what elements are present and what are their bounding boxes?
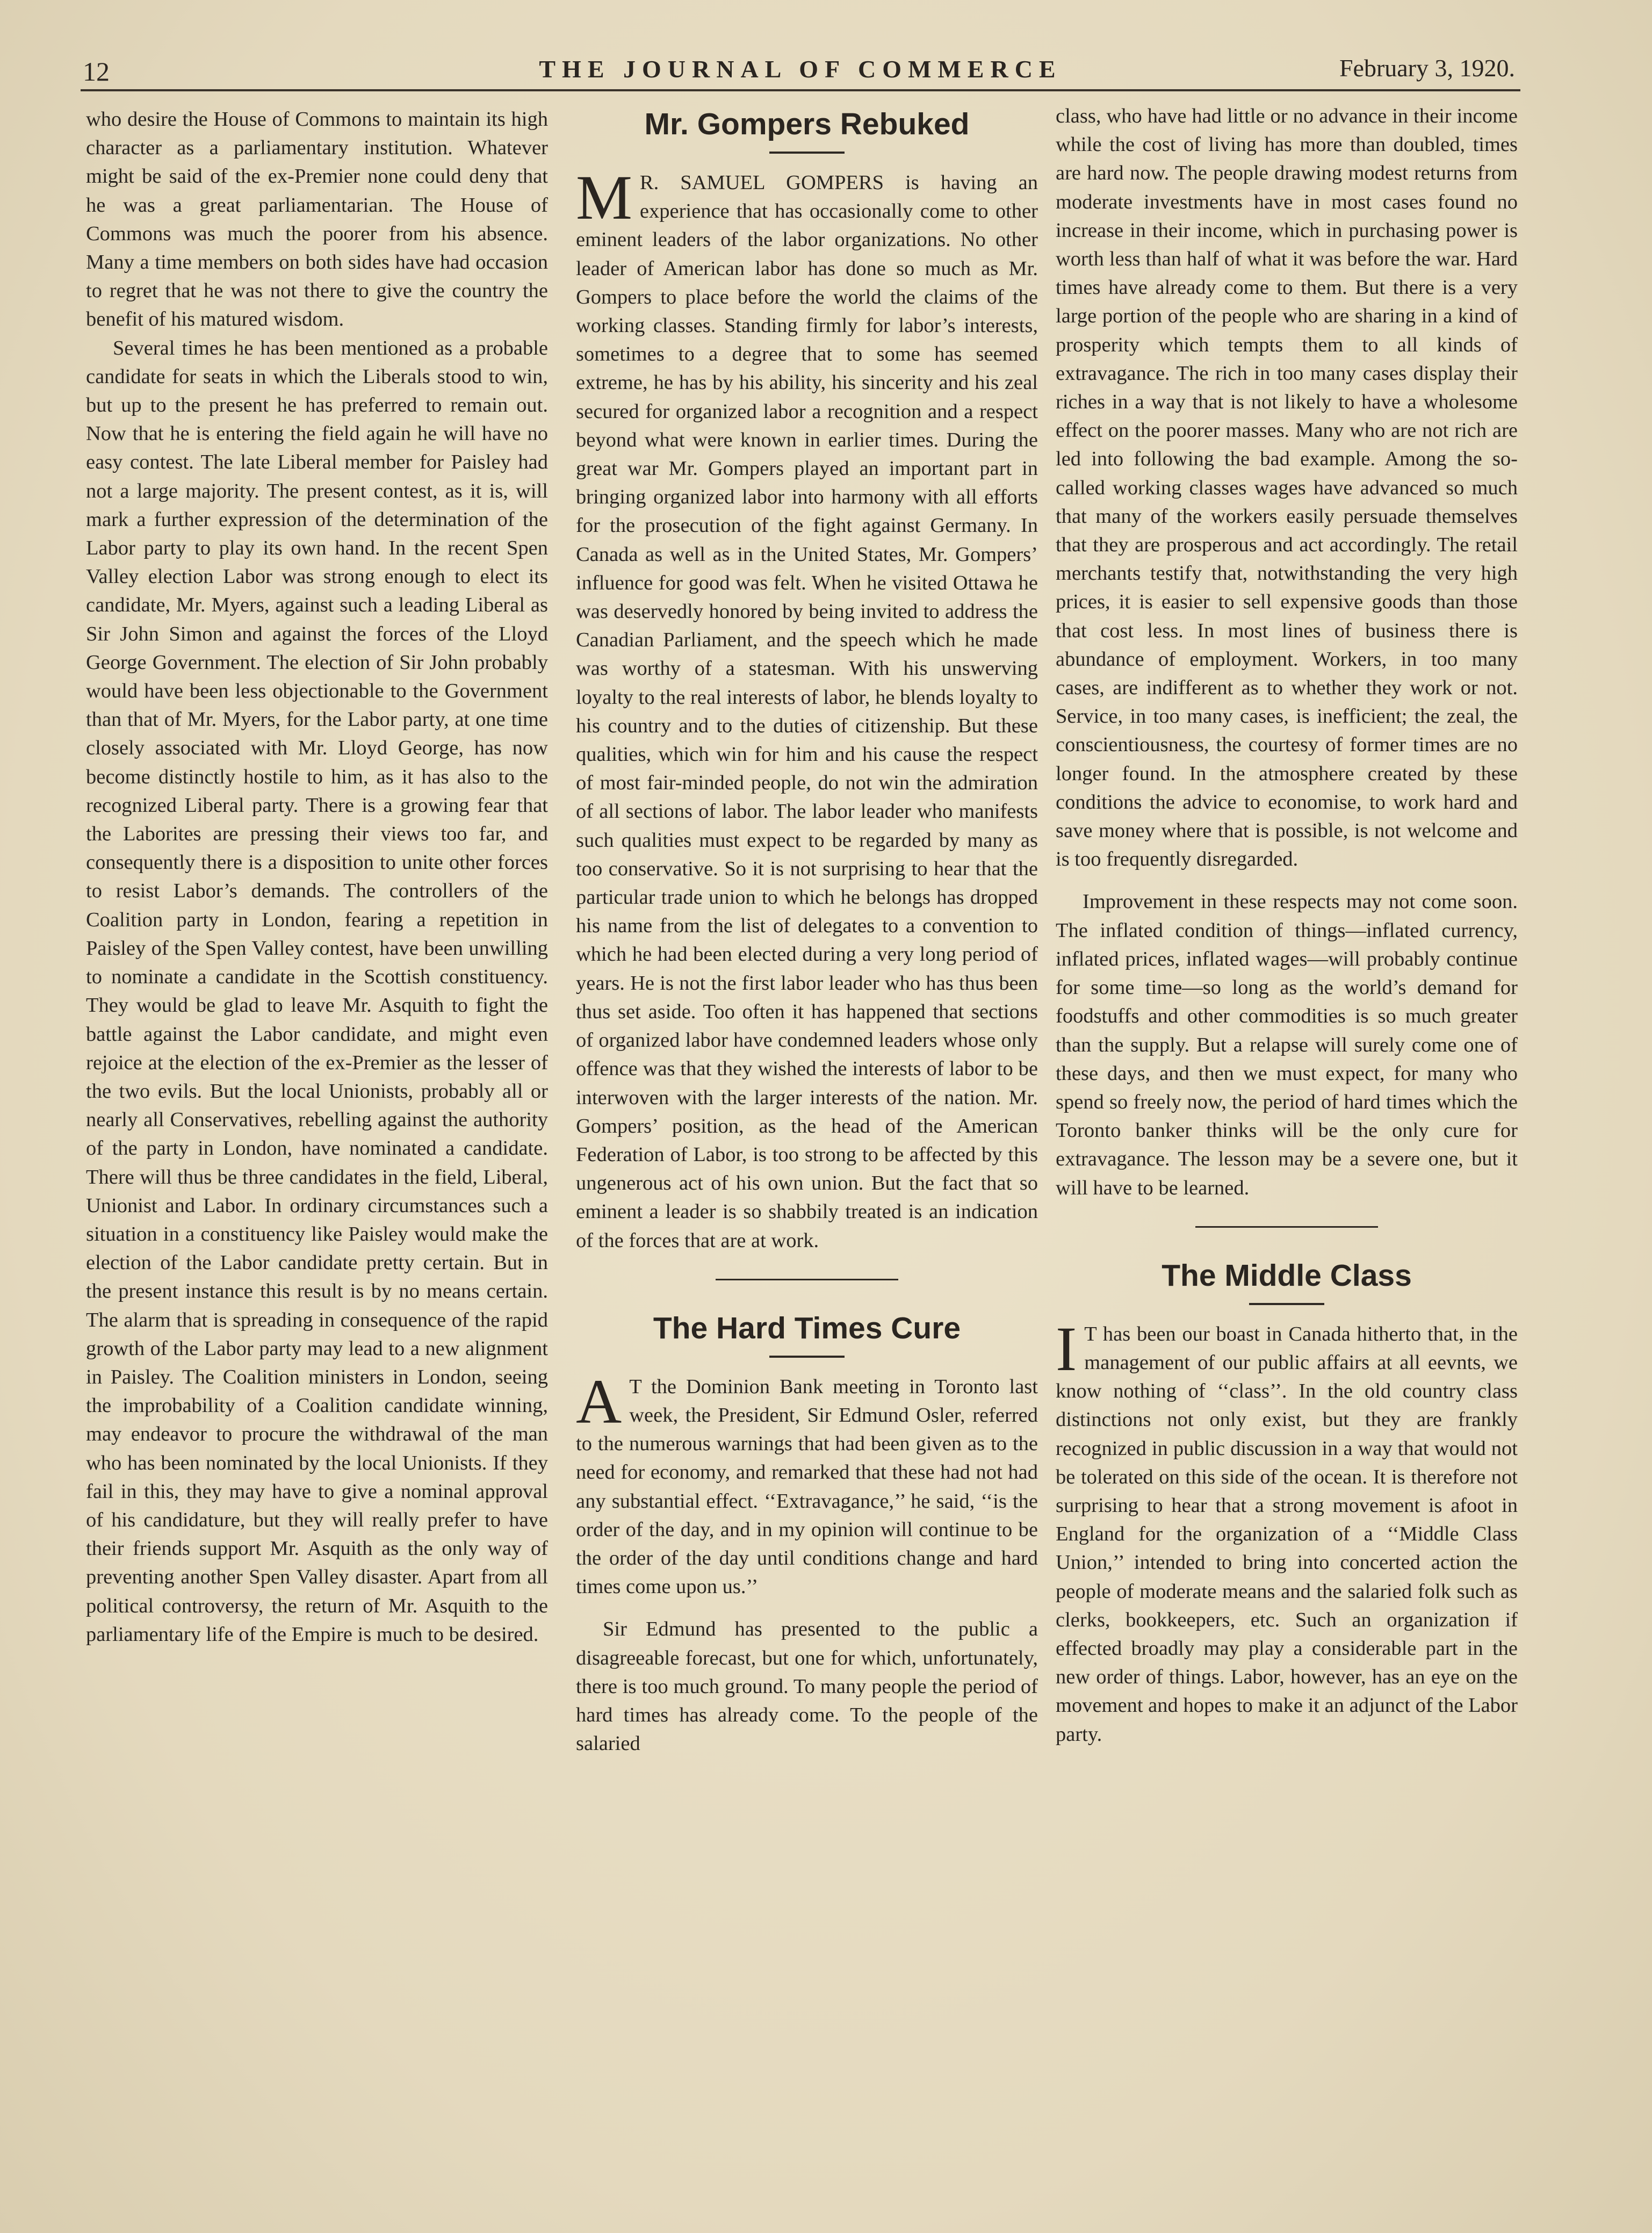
article-headline: The Hard Times Cure [653,1310,961,1345]
headline-rule [769,1356,845,1358]
article-divider [716,1279,898,1280]
headline-rule [769,152,845,154]
paragraph-text: T has been our boast in Canada hitherto that, in the management of our public affairs at all eevnts, we know nothing of ‘‘class’’. In the old country class distinctions not only exist, but they are frankly recognized in public discussion in a way that would not be tolerated on this side of the ocean. It is therefore not surprising to hear that a strong movement is afoot in England for the organization of a ‘‘Middle Class Union,’’ intended to bring into concerted action the people of moderate means and the salaried folk such as clerks, bookkeepers, etc. Such an organization if effected broadly may play a considerable part in the new order of things. Labor, however, has an eye on the movement and hopes to make it an adjunct of the Labor party. [1056,1322,1518,1746]
issue-date: February 3, 1920. [1339,54,1515,82]
paragraph: class, who have had little or no advance in their income while the cost of living has more than doubled, times are hard now. The people drawing modest returns from moderate investments have in most cases found no increase in their income, which in purchasing power is worth less than half of what it was before the war. Hard times have already come to them. But there is a very large portion of the people who are sharing in a kind of prosperity which tempts them to all kinds of extravagance. The rich in too many cases display their riches in a way that is not likely to have a wholesome effect on the poorer masses. Many who are not rich are led into following the bad example. Among the so-called working classes wages have advanced so much that many of the workers easily persuade themselves that they are prosperous and act accordingly. The retail merchants testify that, notwithstanding the very high prices, it is easier to sell expensive goods than those that cost less. In most lines of business there is abundance of employment. Workers, in too many cases, are indifferent as to whether they work or not. Service, in too many cases, is inefficient; the zeal, the conscientiousness, the courtesy of former times are no longer found. In the atmosphere created by these conditions the advice to economise, to work hard and save money where that is possible, is not welcome and is too frequently disregarded. [1056,105,1518,871]
drop-cap: A [576,1366,622,1437]
page-number: 12 [83,56,110,87]
column-left [86,105,548,1649]
headline-rule [1249,1303,1324,1305]
paragraph [1056,1313,1518,1749]
paragraph: Improvement in these respects may not come soon. The inflated condition of things—inflated currency, inflated prices, inflated wages—will probably continue for some time—so long as the world’s demand for foodstuffs and other commodities is so much greater than the supply. But a relapse will surely come one of these days, and then we must expect, for many who spend so freely now, the period of hard times which the Toronto banker thinks will be the only cure for extravagance. The lesson may be a severe one, but it will have to be learned. [1056,890,1518,1199]
paragraph-text: R. SAMUEL GOMPERS is having an experience that has occasionally come to other eminent leaders of the labor organizations. No other leader of American labor has done so much as Mr. Gompers to place before the world the claims of the working classes. Standing firmly for labor’s interests, sometimes to a degree that to some has seemed extreme, he has by his ability, his sincerity and his zeal secured for organized labor a recognition and a respect beyond what were known in earlier times. During the great war Mr. Gompers played an important part in bringing organized labor into harmony with all efforts for the prosecution of the fight against Germany. In Canada as well as in the United States, Mr. Gompers’ influence for good was felt. When he visited Ottawa he was deservedly honored by being invited to address the Canadian Parliament, and the speech which he made was worthy of a statesman. With his unswerving loyalty to the real interests of labor, he blends loyalty to his country and to the duties of citizenship. But these qualities, which win for him and his cause the respect of most fair-minded people, do not win the admiration of all sections of labor. The labor leader who manifests such qualities must expect to be regarded by many as too conservative. So it is not surprising to hear that the particular trade union to which he belongs has dropped his name from the list of delegates to a convention to which he had been elected during a very long period of years. He is not the first labor leader who has thus been thus set aside. Too often it has happened that sections of organized labor have condemned leaders whose only offence was that they wished the interests of labor to be interwoven with the larger interests of the nation. Mr. Gompers’ position, as the head of the American Federation of Labor, is too strong to be affected by this ungenerous act of his own union. But the fact that so eminent a leader is so shabbily treated is an indication of the forces that are at work. [576,171,1038,1252]
article-divider [1195,1226,1378,1228]
column-middle [576,105,1038,1758]
paragraph-text: T the Dominion Bank meeting in Toronto last week, the President, Sir Edmund Osler, referred to the numerous warnings that had been given as to the need for economy, and remarked that these had not had any substantial effect. ‘‘Extravagance,’’ he said, ‘‘is the order of the day, and in my opinion will continue to be the order of the day until conditions change and hard times come upon us.’’ [576,1375,1038,1598]
journal-title: THE JOURNAL OF COMMERCE [539,55,1062,83]
article-headline: Mr. Gompers Rebuked [644,107,970,141]
article-headline: The Middle Class [1162,1258,1412,1293]
drop-cap: I [1056,1313,1077,1384]
column-right [1056,102,1518,1749]
drop-cap: M [576,162,632,233]
paragraph [576,162,1038,1255]
paragraph: Sir Edmund has presented to the public a disagreeable forecast, but one for which, unfortunately, there is too much ground. To many people the period of hard times has already come. To the people of the salaried [576,1618,1038,1755]
paragraph [576,1366,1038,1602]
paragraph: Several times he has been mentioned as a probable candidate for seats in which the Liberals stood to win, but up to the present he has preferred to remain out. Now that he is entering the field again he will have no easy contest. The late Liberal member for Paisley had not a large majority. The present contest, as it is, will mark a further expression of the determination of the Labor party to play its own hand. In the recent Spen Valley election Labor was strong enough to elect its candidate, Mr. Myers, against such a leading Liberal as Sir John Simon and against the forces of the Lloyd George Government. The election of Sir John probably would have been less objectionable to the Government than that of Mr. Myers, for the Labor party, at one time closely associated with Mr. Lloyd George, has now become distinctly hostile to him, as it has also to the recognized Liberal party. There is a growing fear that the Laborites are pressing their views too far, and consequently there is a disposition to unite other forces to resist Labor’s demands. The controllers of the Coalition party in London, fearing a repetition in Paisley of the Spen Valley contest, have been unwilling to nominate a candidate in the Scottish constituency. They would be glad to leave Mr. Asquith to fight the battle against the Labor candidate, and might even rejoice at the election of the ex-Premier as the lesser of the two evils. But the local Unionists, probably all or nearly all Conservatives, rebelling against the authority of the party in London, have nominated a candidate. There will thus be three candidates in the field, Liberal, Unionist and Labor. In ordinary circumstances such a situation in a constituency like Paisley would make the election of the Labor candidate pretty certain. But in the present instance this result is by no means certain. The alarm that is spreading in consequence of the rapid growth of the Labor party may lead to a new alignment in Paisley. The Coalition ministers in London, seeing the improbability of a Coalition candidate winning, may endeavor to procure the withdrawal of the man who has been nominated by the local Unionists. If they fail in this, they may have to give a nominal approval of his candidature, but they will really prefer to have their friends support Mr. Asquith as the only way of preventing another Spen Valley disaster. Apart from all political controversy, the return of Mr. Asquith to the parliamentary life of the Empire is much to be desired. [86,336,548,1646]
paragraph: who desire the House of Commons to maintain its high character as a parliamentary institution. Whatever might be said of the ex-Premier none could deny that he was a great parliamentarian. The House of Commons was much the poorer from his absence. Many a time members on both sides have had occasion to regret that he was not there to give the country the benefit of his matured wisdom. [86,108,548,331]
running-head [81,52,1520,91]
